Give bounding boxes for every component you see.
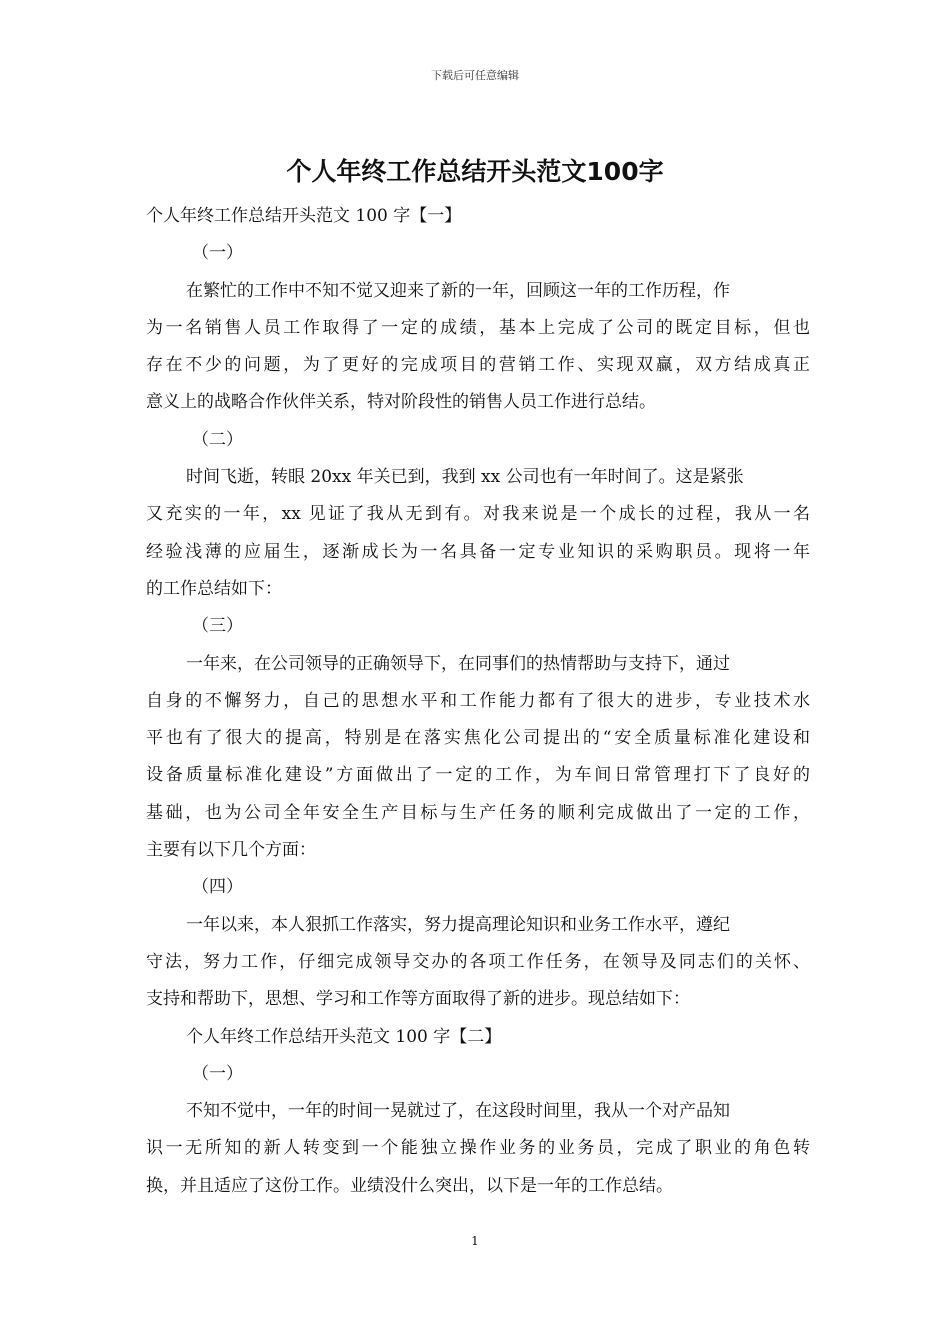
text-line: 基础，也为公司全年安全生产目标与生产任务的顺利完成做出了一定的工作， <box>146 802 810 823</box>
page-number: 1 <box>471 1234 479 1248</box>
document-body <box>146 198 810 1205</box>
text-line: 个人年终工作总结开头范文 100 字【一】 <box>146 206 462 226</box>
section-label: （二） <box>192 429 243 450</box>
text-line: 守法，努力工作，仔细完成领导交办的各项工作任务，在领导及同志们的关怀、 <box>146 951 810 972</box>
text-line: 经验浅薄的应届生，逐渐成长为一名具备一定专业知识的采购职员。现将一年 <box>146 541 810 562</box>
section-label: （四） <box>192 877 243 898</box>
section-label: （一） <box>192 243 243 264</box>
text-line: 时间飞逝，转眼 20xx 年关已到，我到 xx 公司也有一年时间了。这是紧张 <box>186 467 744 488</box>
text-line: 个人年终工作总结开头范文 100 字【二】 <box>186 1026 502 1047</box>
text-line: 自身的不懈努力，自己的思想水平和工作能力都有了很大的进步，专业技术水 <box>146 690 810 711</box>
section-label: （一） <box>192 1063 243 1084</box>
page-header: 下载后可任意编辑 <box>431 69 519 82</box>
text-line: 不知不觉中，一年的时间一晃就过了，在这段时间里，我从一个对产品知 <box>186 1101 730 1122</box>
text-line: 设备质量标准化建设”方面做出了一定的工作，为车间日常管理打下了良好的 <box>146 765 810 786</box>
document-title: 个人年终工作总结开头范文100字 <box>286 157 664 186</box>
section-label: （三） <box>192 616 243 637</box>
text-line: 的工作总结如下： <box>146 578 282 599</box>
text-line: 存在不少的问题，为了更好的完成项目的营销工作、实现双赢，双方结成真正 <box>146 355 810 376</box>
text-line: 主要有以下几个方面： <box>146 840 316 861</box>
text-line: 换，并且适应了这份工作。业绩没什么突出，以下是一年的工作总结。 <box>146 1175 673 1196</box>
text-line: 意义上的战略合作伙伴关系，特对阶段性的销售人员工作进行总结。 <box>146 392 656 413</box>
text-line: 一年来，在公司领导的正确领导下，在同事们的热情帮助与支持下，通过 <box>186 653 730 674</box>
text-line: 识一无所知的新人转变到一个能独立操作业务的业务员，完成了职业的角色转 <box>146 1138 810 1159</box>
text-line: 平也有了很大的提高，特别是在落实焦化公司提出的“安全质量标准化建设和 <box>146 728 810 749</box>
text-line: 在繁忙的工作中不知不觉又迎来了新的一年，回顾这一年的工作历程，作 <box>186 280 730 301</box>
text-line: 一年以来，本人狠抓工作落实，努力提高理论知识和业务工作水平，遵纪 <box>186 914 730 935</box>
text-line: 为一名销售人员工作取得了一定的成绩，基本上完成了公司的既定目标，但也 <box>146 317 810 338</box>
text-line: 又充实的一年，xx 见证了我从无到有。对我来说是一个成长的过程，我从一名 <box>146 504 810 525</box>
text-line: 支持和帮助下，思想、学习和工作等方面取得了新的进步。现总结如下： <box>146 989 690 1010</box>
